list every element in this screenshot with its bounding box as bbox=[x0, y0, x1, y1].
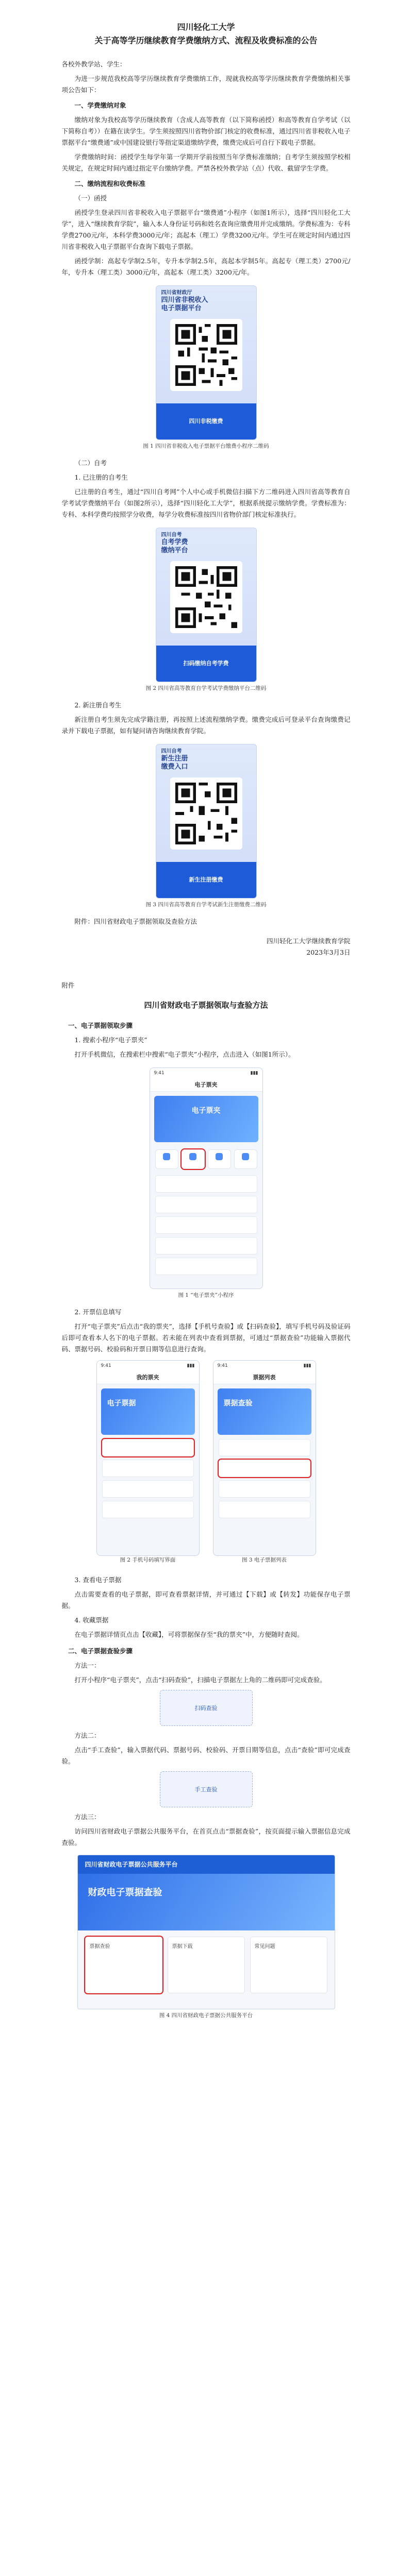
pc-figure-caption: 图 4 四川省财政电子票据公共服务平台 bbox=[159, 2012, 253, 2019]
phone-list-row[interactable] bbox=[155, 1237, 257, 1255]
qr-line1: 自考学费 bbox=[161, 538, 188, 546]
pc-header: 四川省财政电子票据公共服务平台 bbox=[78, 1855, 335, 1874]
phone-banner: 电子票据 bbox=[101, 1388, 195, 1435]
greeting: 各校外教学站、学生： bbox=[61, 60, 126, 68]
figure-3 bbox=[62, 744, 351, 899]
section-2-heading: 二、缴纳流程和收费标准 bbox=[74, 180, 146, 188]
phone-list-row[interactable] bbox=[102, 1439, 194, 1456]
phone-list-row[interactable] bbox=[155, 1216, 257, 1234]
phone-title-bar: 电子票夹 bbox=[150, 1078, 262, 1092]
phone-list-row[interactable] bbox=[155, 1196, 257, 1213]
qr-line2: 缴费入口 bbox=[161, 763, 188, 771]
pc-card-faq[interactable]: 常见问题 bbox=[250, 1937, 327, 1993]
phone-list-row[interactable] bbox=[219, 1480, 310, 1498]
figure-3-caption: 图 3 四川省高等教育自学考试新生注册缴费二维码 bbox=[145, 902, 267, 908]
figure-2-caption: 图 2 四川省高等教育自学考试学费缴纳平台二维码 bbox=[145, 685, 267, 691]
qr-card-1 bbox=[156, 285, 257, 440]
qr-code-icon[interactable] bbox=[170, 561, 242, 633]
step-4-body: 在电子票据详情页点击【收藏】，可将票据保存至“我的票夹”中，方便随时查阅。 bbox=[74, 1631, 304, 1638]
qr-line2: 电子票据平台 bbox=[161, 304, 202, 312]
document bbox=[62, 0, 351, 2020]
phone-tile[interactable] bbox=[234, 1149, 257, 1169]
appendix-label: 附件 bbox=[61, 981, 75, 989]
appendix-figure-2-3 bbox=[62, 1360, 351, 1571]
sign-org: 四川轻化工大学继续教育学院 bbox=[266, 937, 351, 945]
qr-brand: 四川自考 bbox=[161, 532, 182, 538]
phone-tile[interactable] bbox=[155, 1149, 178, 1169]
phone-status-bar: 9:41 ▮▮▮ bbox=[213, 1361, 316, 1371]
appendix-section-2: 二、电子票据查验步骤 bbox=[68, 1647, 133, 1655]
manual-verify-button[interactable]: 手工查验 bbox=[160, 1771, 253, 1807]
step-3-body: 点击需要查看的电子票据，即可查看票据详情，并可通过【下载】或【转发】功能保存电子票据。 bbox=[61, 1590, 351, 1609]
subsection-1-body: 函授学生登录四川省非税收入电子票据平台“缴费通”小程序（如图1所示），选择“四川轻化工大学”，进入“继续教育学院”，输入本人身份证号码和姓名查询应缴费用并完成缴纳。学费标准为：专科学费2700元/年，本科学费3000元/年；高起本（理工）学费3200元/年。学生可在规定时间内通过四川省非税收入电子票据平台查询下载电子票据。 bbox=[61, 209, 351, 250]
phone-status-bar: 9:41 ▮▮▮ bbox=[150, 1068, 262, 1078]
phone-screenshot-3 bbox=[213, 1360, 316, 1556]
figure-2 bbox=[62, 528, 351, 682]
qr-code-icon[interactable] bbox=[170, 319, 242, 391]
phone-list-row[interactable] bbox=[102, 1460, 194, 1477]
step-3-heading: 3. 查看电子票据 bbox=[74, 1576, 122, 1584]
step-1-body: 打开手机微信，在搜索栏中搜索“电子票夹”小程序，点击进入（如图1所示）。 bbox=[74, 1050, 295, 1058]
appendix-title: 四川省财政电子票据领取与查验方法 bbox=[144, 1001, 268, 1010]
phone-list-row[interactable] bbox=[102, 1501, 194, 1518]
qr-card-2 bbox=[156, 528, 257, 682]
qr-brand: 四川自考 bbox=[161, 749, 182, 754]
method-1-heading: 方法一： bbox=[74, 1662, 101, 1669]
appendix-figure-1 bbox=[62, 1067, 351, 1289]
subsection-1-body-2: 函授学制：高起专学制2.5年，专升本学制2.5年，高起本学制5年。高起专（理工类）2700元/年，专升本（理工类）3000元/年，高起本（理工类）3200元/年。 bbox=[61, 257, 351, 276]
section-1-body-2: 学费缴纳时间：函授学生每学年第一学期开学前按照当年学费标准缴纳；自考学生须按照学校相关规定，在规定时间内通过指定平台缴纳学费。严禁各校外教学站（点）代收、截留学生学费。 bbox=[61, 153, 351, 172]
method-2-body: 点击“手工查验”，输入票据代码、票据号码、校验码、开票日期等信息，点击“查验”即可完成查验。 bbox=[61, 1746, 351, 1765]
phone-list-row[interactable] bbox=[219, 1460, 310, 1477]
phone-status-bar: 9:41 ▮▮▮ bbox=[97, 1361, 199, 1371]
page-title: 四川轻化工大学 bbox=[177, 22, 235, 32]
phone-list-row[interactable] bbox=[102, 1480, 194, 1498]
qr-card-3 bbox=[156, 744, 257, 899]
appendix-figure-1-caption: 图 1 “电子票夹”小程序 bbox=[178, 1292, 234, 1298]
method-3-body: 访问四川省财政电子票据公共服务平台，在首页点击“票据查验”，按页面提示输入票据信息完成查验。 bbox=[61, 1827, 351, 1846]
phone-title-bar: 我的票夹 bbox=[97, 1371, 199, 1384]
phone-list-row[interactable] bbox=[155, 1258, 257, 1275]
attachment-note: 附件：四川省财政电子票据领取及查验方法 bbox=[74, 918, 197, 925]
phone-banner: 电子票夹 bbox=[154, 1096, 258, 1142]
phone-list-row[interactable] bbox=[155, 1175, 257, 1193]
pc-card-download[interactable]: 票据下载 bbox=[168, 1937, 245, 1993]
subsection-2-heading: （二）自考 bbox=[74, 459, 107, 467]
phone-screenshot-2 bbox=[96, 1360, 200, 1556]
method-1-body: 打开小程序“电子票夹”，点击“扫码查验”，扫描电子票据左上角的二维码即可完成查验。 bbox=[74, 1676, 326, 1684]
phone-title-bar: 票据列表 bbox=[213, 1371, 316, 1384]
phone-tile[interactable] bbox=[208, 1149, 231, 1169]
subsection-1-heading: （一）函授 bbox=[74, 194, 107, 202]
appendix-section-1: 一、电子票据领取步骤 bbox=[68, 1022, 133, 1029]
phone-banner: 票据查验 bbox=[218, 1388, 311, 1435]
qr-line1: 四川省非税收入 bbox=[161, 296, 208, 304]
appendix-figure-2-caption: 图 2 手机号码填写界面 bbox=[120, 1557, 176, 1563]
phone-tile[interactable] bbox=[182, 1149, 205, 1169]
figure-1 bbox=[62, 285, 351, 440]
qr-line1: 新生注册 bbox=[161, 755, 188, 762]
step-4-heading: 4. 收藏票据 bbox=[74, 1616, 109, 1624]
qr-footer: 新生注册缴费 bbox=[156, 862, 256, 898]
section-1-body: 缴纳对象为我校高等学历继续教育（含成人高等教育（以下简称函授）和高等教育自学考试（以下简称自考））在籍在读学生。学生须按照四川省物价部门核定的收费标准，通过四川省非税收入电子票据平台“缴费通”或中国建设银行等指定渠道缴纳学费，缴费完成后可自行下载电子票据。 bbox=[61, 116, 351, 146]
method-2-heading: 方法二： bbox=[74, 1732, 101, 1739]
qr-line2: 缴纳平台 bbox=[161, 547, 188, 554]
step-2-heading: 2. 开票信息填写 bbox=[74, 1308, 122, 1316]
subsection-2b-heading: 2. 新注册自考生 bbox=[74, 701, 122, 709]
pc-screenshot bbox=[77, 1855, 335, 2009]
appendix-figure-3-caption: 图 3 电子票据列表 bbox=[242, 1557, 287, 1563]
qr-code-icon[interactable] bbox=[170, 777, 242, 850]
signature-block bbox=[62, 936, 351, 958]
step-2-body: 打开“电子票夹”后点击“我的票夹”，选择【手机号查验】或【扫码查验】，填写手机号码及验证码后即可查看本人名下的电子票据。若未能在列表中查看到票据，可通过“票据查验”功能输入票据代码、票据号码、校验码和开票日期等信息进行查询。 bbox=[61, 1323, 351, 1353]
intro-paragraph: 为进一步规范我校高等学历继续教育学费缴纳工作，现就我校高等学历继续教育学费缴纳相关事项公告如下： bbox=[61, 75, 351, 94]
qr-brand: 四川省财政厅 bbox=[161, 290, 192, 296]
phone-list-row[interactable] bbox=[219, 1439, 310, 1456]
figure-1-caption: 图 1 四川省非税收入电子票据平台缴费小程序二维码 bbox=[143, 443, 269, 449]
pc-hero: 财政电子票据查验 bbox=[78, 1874, 335, 1930]
qr-footer: 扫码缴纳自考学费 bbox=[156, 646, 256, 682]
page-subtitle: 关于高等学历继续教育学费缴纳方式、流程及收费标准的公告 bbox=[94, 36, 318, 45]
phone-list-row[interactable] bbox=[219, 1501, 310, 1518]
pc-card-row bbox=[78, 1930, 335, 1999]
subsection-2b-body: 新注册自考生须先完成学籍注册，再按照上述流程缴纳学费。缴费完成后可登录平台查询缴费记录并下载电子票据，如有疑问请咨询继续教育学院。 bbox=[61, 716, 351, 735]
scan-verify-button[interactable]: 扫码查验 bbox=[160, 1690, 253, 1726]
subsection-2a-heading: 1. 已注册的自考生 bbox=[74, 473, 128, 481]
qr-footer: 四川非税缴费 bbox=[156, 403, 256, 439]
subsection-2a-body: 已注册的自考生，通过“四川自考网”个人中心或手机微信扫描下方二维码进入四川省高等教育自学考试学费缴纳平台（如图2所示），选择“四川轻化工大学”，根据系统提示缴纳学费。学费标准为：专科、本科学费均按照学分收费，每学分收费标准按四川省物价部门核定标准执行。 bbox=[61, 488, 351, 518]
method-3-heading: 方法三： bbox=[74, 1813, 101, 1821]
phone-screenshot-1 bbox=[150, 1067, 263, 1289]
pc-card-verify[interactable]: 票据查验 bbox=[85, 1937, 162, 1993]
section-1-heading: 一、学费缴纳对象 bbox=[74, 101, 126, 109]
step-1-heading: 1. 搜索小程序“电子票夹” bbox=[74, 1036, 147, 1044]
sign-date: 2023年3月3日 bbox=[306, 948, 351, 956]
phone-tile-grid bbox=[150, 1146, 262, 1172]
